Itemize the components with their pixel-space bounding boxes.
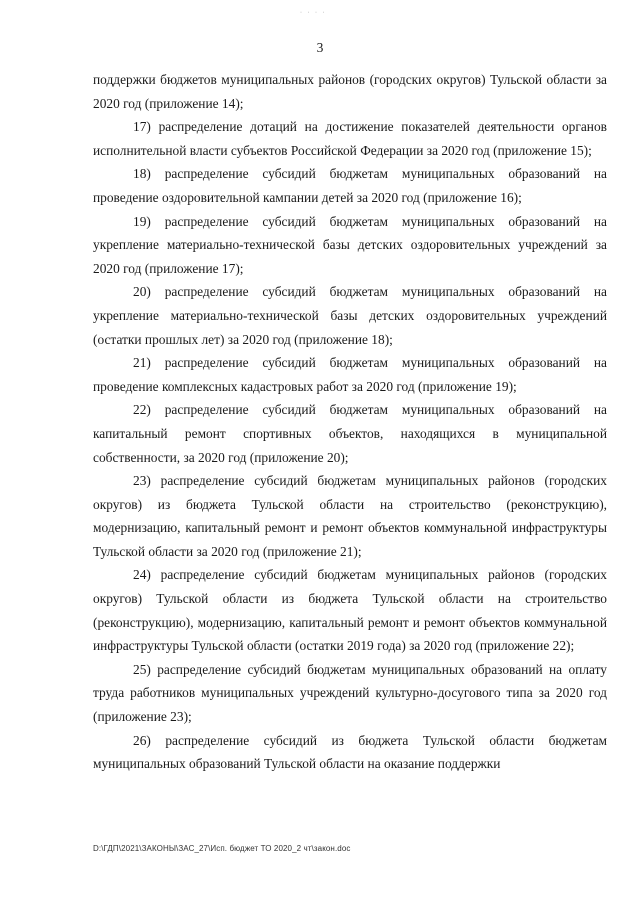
paragraph: 18) распределение субсидий бюджетам муниципальных образований на проведение оздоровительной кампании детей за 2020 год (приложение 16);: [93, 166, 607, 205]
paragraph: 21) распределение субсидий бюджетам муниципальных образований на проведение комплексных кадастровых работ за 2020 год (приложение 19);: [93, 355, 607, 394]
document-body: [93, 68, 607, 776]
paragraph: 26) распределение субсидий из бюджета Тульской области бюджетам муниципальных образований Тульской области на оказание поддержки: [93, 732, 607, 772]
page-number: 3: [316, 40, 324, 55]
paragraph: 20) распределение субсидий бюджетам муниципальных образований на укрепление материально-технической базы детских оздоровительных учреждений (остатки прошлых лет) за 2020 год (приложение 18);: [93, 284, 607, 347]
footer-file-path: D:\ГДП\2021\ЗАКОНЫ\ЗАС_27\Исп. бюджет ТО 2020_2 чт\закон.doc: [93, 844, 351, 853]
paragraph: 23) распределение субсидий бюджетам муниципальных районов (городских округов) из бюджета Тульской области на строительство (реконструкцию), модернизацию, капитальный ремонт и ремонт объектов коммунальной инфраструктуры Тульской области за 2020 год (приложение 21);: [93, 473, 607, 559]
paragraph: 17) распределение дотаций на достижение показателей деятельности органов исполнительной власти субъектов Российской Федерации за 2020 год (приложение 15);: [93, 119, 607, 158]
scan-artifact: · · · ·: [300, 10, 327, 16]
paragraph: 22) распределение субсидий бюджетам муниципальных образований на капитальный ремонт спортивных объектов, находящихся в муниципальной собственности, за 2020 год (приложение 20);: [93, 402, 607, 465]
paragraph: 24) распределение субсидий бюджетам муниципальных районов (городских округов) Тульской области из бюджета Тульской области на строительство (реконструкцию), модернизацию, капитальный ремонт и ремонт объектов коммунальной инфраструктуры Тульской области (остатки 2019 года) за 2020 год (приложение 22);: [93, 567, 607, 654]
paragraph: поддержки бюджетов муниципальных районов (городских округов) Тульской области за 2020 год (приложение 14);: [93, 72, 607, 111]
paragraph: 19) распределение субсидий бюджетам муниципальных образований на укрепление материально-технической базы детских оздоровительных учреждений за 2020 год (приложение 17);: [93, 213, 607, 276]
paragraph: 25) распределение субсидий бюджетам муниципальных образований на оплату труда работников муниципальных учреждений культурно-досугового типа за 2020 год (приложение 23);: [93, 661, 607, 725]
